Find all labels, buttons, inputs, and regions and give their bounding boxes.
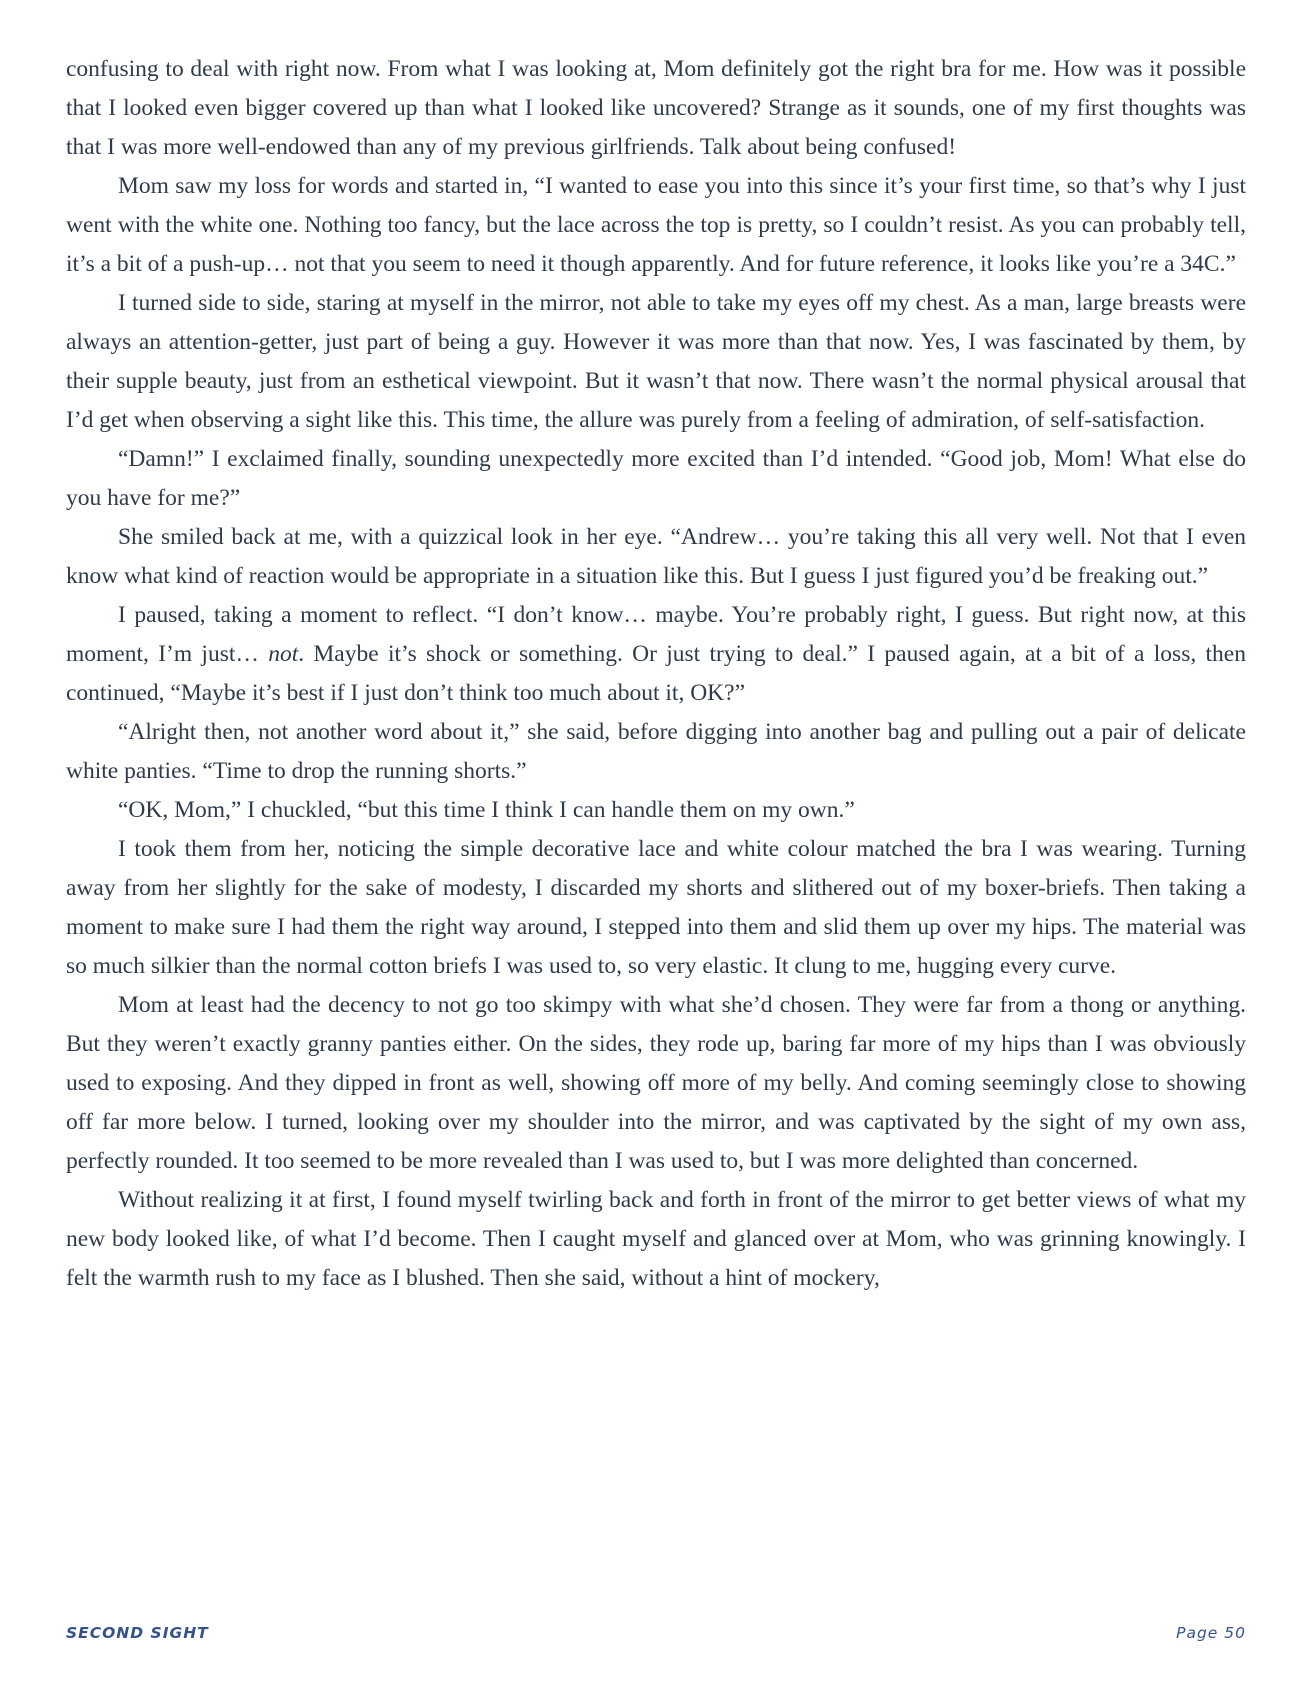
- page-body: [66, 50, 1246, 1298]
- paragraph-9: I took them from her, noticing the simple decorative lace and white colour matched the bra I was wearing. Turning away from her slightly for the sake of modesty, I discarded my shorts and slithered out of my boxer-briefs. Then taking a moment to make sure I had them the right way around, I stepped into them and slid them up over my hips. The material was so much silkier than the normal cotton briefs I was used to, so very elastic. It clung to me, hugging every curve.: [66, 836, 1246, 979]
- paragraph-6-after: . Maybe it’s shock or something. Or just trying to deal.” I paused again, at a bit of a loss, then continued, “Maybe it’s best if I just don’t think too much about it, OK?”: [66, 641, 1246, 706]
- paragraph-1: confusing to deal with right now. From what I was looking at, Mom definitely got the right bra for me. How was it possible that I looked even bigger covered up than what I looked like uncovered? Strange as it sounds, one of my first thoughts was that I was more well-endowed than any of my previous girlfriends. Talk about being confused!: [66, 56, 1246, 160]
- footer-book-title: SECOND SIGHT: [66, 1624, 209, 1642]
- paragraph-5: She smiled back at me, with a quizzical look in her eye. “Andrew… you’re taking this all very well. Not that I even know what kind of reaction would be appropriate in a situation like this. But I guess I just figured you’d be freaking out.”: [66, 524, 1246, 589]
- paragraph-11: Without realizing it at first, I found myself twirling back and forth in front of the mirror to get better views of what my new body looked like, of what I’d become. Then I caught myself and glanced over at Mom, who was grinning knowingly. I felt the warmth rush to my face as I blushed. Then she said, without a hint of mockery,: [66, 1187, 1246, 1291]
- footer-page-number: Page 50: [1176, 1624, 1246, 1642]
- page-footer: [66, 1624, 1246, 1648]
- paragraph-10: Mom at least had the decency to not go too skimpy with what she’d chosen. They were far from a thong or anything. But they weren’t exactly granny panties either. On the sides, they rode up, baring far more of my hips than I was obviously used to exposing. And they dipped in front as well, showing off more of my belly. And coming seemingly close to showing off far more below. I turned, looking over my shoulder into the mirror, and was captivated by the sight of my own ass, perfectly rounded. It too seemed to be more revealed than I was used to, but I was more delighted than concerned.: [66, 992, 1246, 1174]
- paragraph-2: Mom saw my loss for words and started in, “I wanted to ease you into this since it’s your first time, so that’s why I just went with the white one. Nothing too fancy, but the lace across the top is pretty, so I couldn’t resist. As you can probably tell, it’s a bit of a push-up… not that you seem to need it though apparently. And for future reference, it looks like you’re a 34C.”: [66, 173, 1246, 277]
- paragraph-8: “OK, Mom,” I chuckled, “but this time I think I can handle them on my own.”: [118, 797, 855, 823]
- paragraph-6: [66, 596, 1246, 713]
- paragraph-6-before: I paused, taking a moment to reflect. “I don’t know… maybe. You’re probably right, I guess. But right now, at this moment, I’m just…: [66, 602, 1246, 667]
- paragraph-4: “Damn!” I exclaimed finally, sounding unexpectedly more excited than I’d intended. “Good job, Mom! What else do you have for me?”: [66, 446, 1246, 511]
- paragraph-3: I turned side to side, staring at myself in the mirror, not able to take my eyes off my chest. As a man, large breasts were always an attention-getter, just part of being a guy. However it was more than that now. Yes, I was fascinated by them, by their supple beauty, just from an esthetical viewpoint. But it wasn’t that now. There wasn’t the normal physical arousal that I’d get when observing a sight like this. This time, the allure was purely from a feeling of admiration, of self-satisfaction.: [66, 290, 1246, 433]
- paragraph-7: “Alright then, not another word about it,” she said, before digging into another bag and pulling out a pair of delicate white panties. “Time to drop the running shorts.”: [66, 719, 1246, 784]
- paragraph-6-emphasis: not: [268, 641, 299, 667]
